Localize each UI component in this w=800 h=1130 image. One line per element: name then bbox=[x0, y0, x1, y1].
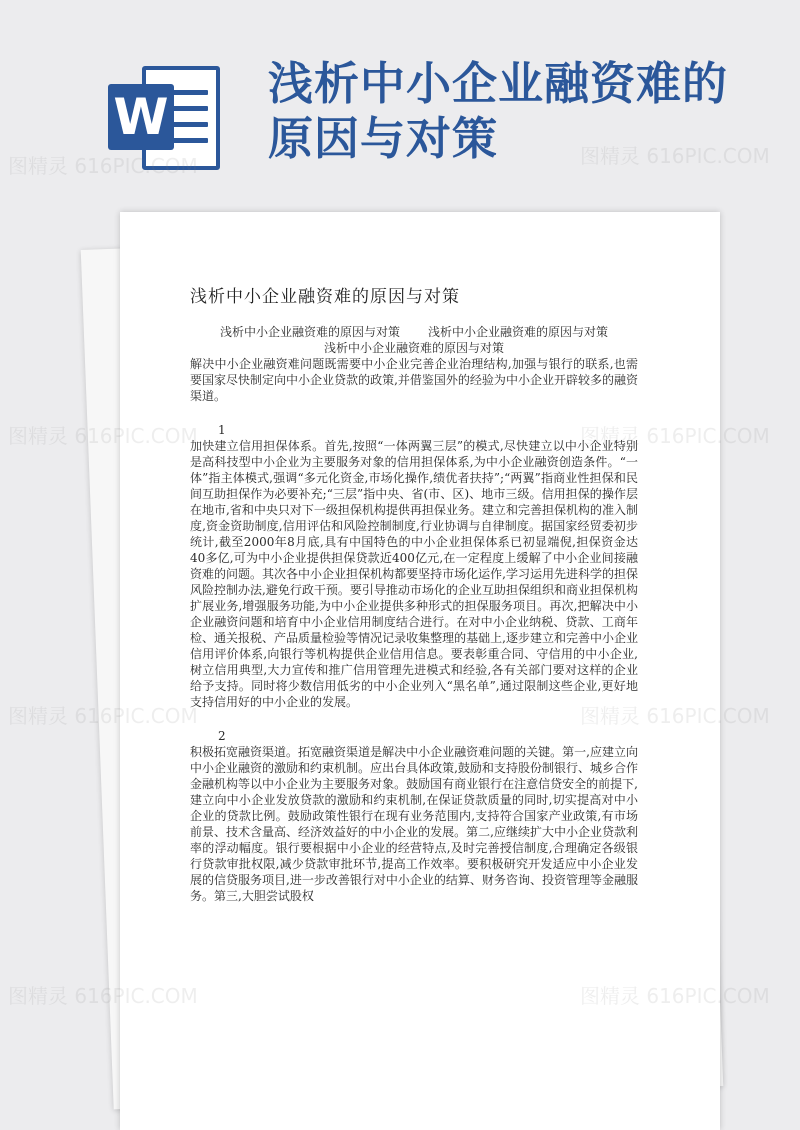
header-repeat-line bbox=[190, 324, 638, 340]
word-document-icon bbox=[108, 60, 222, 174]
watermark: 图精灵 616PIC.COM bbox=[8, 984, 198, 1008]
header-repeat-line bbox=[190, 340, 638, 356]
watermark: 图精灵 616PIC.COM bbox=[8, 154, 198, 178]
section-number: 2 bbox=[218, 729, 226, 743]
document-body bbox=[190, 324, 638, 904]
header-repeat: 浅析中小企业融资难的原因与对策 bbox=[428, 325, 609, 339]
watermark: 图精灵 616PIC.COM bbox=[580, 144, 770, 168]
section-number: 1 bbox=[218, 423, 226, 437]
document-page bbox=[120, 212, 720, 1130]
section-paragraph: 加快建立信用担保体系。首先,按照“一体两翼三层”的模式,尽快建立以中小企业特别是高科技型中小企业为主要服务对象的信用担保体系,为中小企业融资创造条件。“一体”指主体模式,强调“多元化资金,市场化操作,绩优者扶持”;“两翼”指商业性担保和民间互助担保作为必要补充;“三层”指中央、省(市、区)、地市三级。信用担保的操作层在地市,省和中央只对下一级担保机构提供再担保业务。建立和完善担保机构的准入制度,资金资助制度,信用评估和风险控制制度,行业协调与自律制度。据国家经贸委初步统计,截至2000年8月底,具有中国特色的中小企业担保体系已初显端倪,担保资金达40多亿,可为中小企业提供担保贷款近400亿元,在一定程度上缓解了中小企业间接融资难的问题。其次各中小企业担保机构都要坚持市场化运作,学习运用先进科学的担保风险控制办法,避免行政干预。要引导推动市场化的企业互助担保组织和商业担保机构扩展业务,增强服务功能,为中小企业提供多种形式的担保服务项目。再次,把解决中小企业融资问题和培育中小企业信用制度结合进行。在对中小企业纳税、贷款、工商年检、通关报税、产品质量检验等情况记录收集整理的基础上,逐步建立和完善中小企业信用评价体系,向银行等机构提供企业信用信息。要表彰重合同、守信用的中小企业,树立信用典型,大力宣传和推广信用管理先进模式和经验,各有关部门要对这样的企业给予支持。同时将少数信用低劣的中小企业列入“黑名单”,通过限制这些企业,更好地支持信用好的中小企业的发展。 bbox=[190, 439, 638, 709]
document-title: 浅析中小企业融资难的原因与对策 bbox=[190, 287, 460, 307]
header-repeat: 浅析中小企业融资难的原因与对策 bbox=[323, 341, 504, 355]
banner-title: 浅析中小企业融资难的原因与对策 bbox=[268, 57, 729, 165]
header-repeat: 浅析中小企业融资难的原因与对策 bbox=[219, 325, 400, 339]
watermark: 图精灵 bbox=[8, 424, 68, 448]
banner bbox=[0, 0, 800, 200]
intro-paragraph: 解决中小企业融资难问题既需要中小企业完善企业治理结构,加强与银行的联系,也需要国家尽快制定向中小企业贷款的政策,并借鉴国外的经验为中小企业开辟较多的融资渠道。 bbox=[190, 357, 638, 403]
watermark: 图精灵 bbox=[8, 704, 68, 728]
word-icon-letter: W bbox=[108, 84, 174, 150]
section-paragraph: 积极拓宽融资渠道。拓宽融资渠道是解决中小企业融资难问题的关键。第一,应建立向中小企业融资的激励和约束机制。应出台具体政策,鼓励和支持股份制银行、城乡合作金融机构等以中小企业为主要服务对象。鼓励国有商业银行在注意信贷安全的前提下,建立向中小企业发放贷款的激励和约束机制,在保证贷款质量的同时,切实提高对中小企业的贷款比例。鼓励政策性银行在现有业务范围内,支持符合国家产业政策,有市场前景、技术含量高、经济效益好的中小企业的发展。第二,应继续扩大中小企业贷款利率的浮动幅度。银行要根据中小企业的经营特点,及时完善授信制度,合理确定各级银行贷款审批权限,减少贷款审批环节,提高工作效率。要积极研究开发适应中小企业发展的信贷服务项目,进一步改善银行对中小企业的结算、财务咨询、投资管理等金融服务。第三,大胆尝试股权 bbox=[190, 745, 638, 903]
